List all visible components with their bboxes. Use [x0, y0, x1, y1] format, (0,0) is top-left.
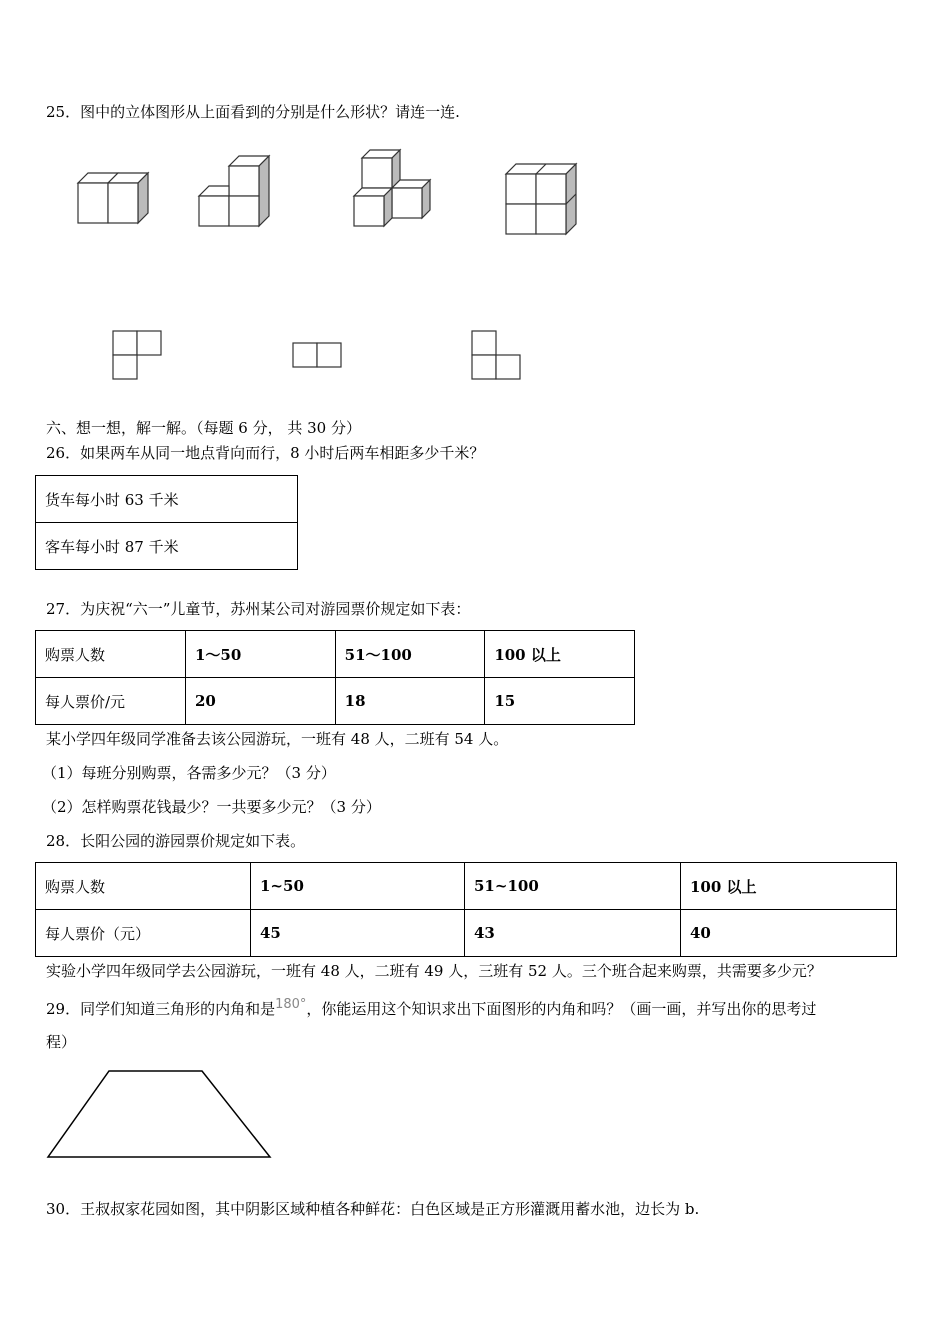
q29-text [46, 995, 816, 1019]
table-row [36, 476, 298, 523]
table-row [36, 678, 635, 725]
q27-sub2: （2）怎样购票花钱最少？一共要多少元？（3 分） [42, 798, 381, 816]
top-view-1 [112, 330, 164, 382]
q30-text: 30．王叔叔家花园如图，其中阴影区域种植各种鲜花：白色区域是正方形灌溉用蓄水池，边长为 b. [46, 1200, 700, 1218]
degree-value: 180° [275, 997, 307, 1012]
solid-figure-4 [500, 158, 585, 240]
q27-text: 27．为庆祝“六一”儿童节，苏州某公司对游园票价规定如下表： [46, 600, 471, 618]
table-cell: 40 [681, 910, 897, 957]
table-cell: 20 [186, 678, 336, 725]
table-row [36, 910, 897, 957]
table-cell: 1~50 [251, 863, 465, 910]
table-cell: 51~100 [465, 863, 681, 910]
trapezoid-figure [44, 1068, 276, 1162]
q29-text-before: 29．同学们知道三角形的内角和是 [46, 1000, 276, 1018]
top-view-3 [471, 330, 523, 382]
q28-table [35, 862, 897, 957]
solid-figure-1 [70, 168, 160, 228]
table-row [36, 863, 897, 910]
q27-table [35, 630, 635, 725]
q25-text: 25．图中的立体图形从上面看到的分别是什么形状？请连一连. [46, 103, 460, 121]
top-view-2 [292, 342, 344, 370]
table-cell: 100 以上 [485, 631, 635, 678]
q27-sub1: （1）每班分别购票，各需多少元？（3 分） [42, 764, 336, 782]
q27-desc: 某小学四年级同学准备去该公园游玩，一班有 48 人，二班有 54 人。 [46, 730, 509, 748]
q26-table [35, 475, 298, 570]
table-cell: 货车每小时 63 千米 [36, 476, 298, 523]
table-cell: 45 [251, 910, 465, 957]
table-cell: 43 [465, 910, 681, 957]
q29-text-after: ，你能运用这个知识求出下面图形的内角和吗？（画一画，并写出你的思考过 [306, 1000, 817, 1018]
table-cell: 51～100 [335, 631, 485, 678]
table-cell: 每人票价（元） [36, 910, 251, 957]
table-cell: 购票人数 [36, 631, 186, 678]
q26-text: 26．如果两车从同一地点背向而行，8 小时后两车相距多少千米？ [46, 444, 485, 462]
table-row [36, 631, 635, 678]
table-cell: 15 [485, 678, 635, 725]
table-cell: 1～50 [186, 631, 336, 678]
q29-text-line2: 程） [46, 1033, 77, 1051]
solid-figure-2 [193, 150, 283, 230]
table-cell: 客车每小时 87 千米 [36, 523, 298, 570]
table-cell: 18 [335, 678, 485, 725]
section-heading: 六、想一想，解一解。（每题 6 分， 共 30 分） [46, 419, 361, 437]
solid-figure-3 [345, 144, 440, 234]
q28-text: 28．长阳公园的游园票价规定如下表。 [46, 832, 306, 850]
table-cell: 购票人数 [36, 863, 251, 910]
table-row [36, 523, 298, 570]
q28-desc: 实验小学四年级同学去公园游玩，一班有 48 人，二班有 49 人，三班有 52 人。三个班合起来购票，共需要多少元？ [46, 962, 822, 980]
table-cell: 每人票价/元 [36, 678, 186, 725]
table-cell: 100 以上 [681, 863, 897, 910]
